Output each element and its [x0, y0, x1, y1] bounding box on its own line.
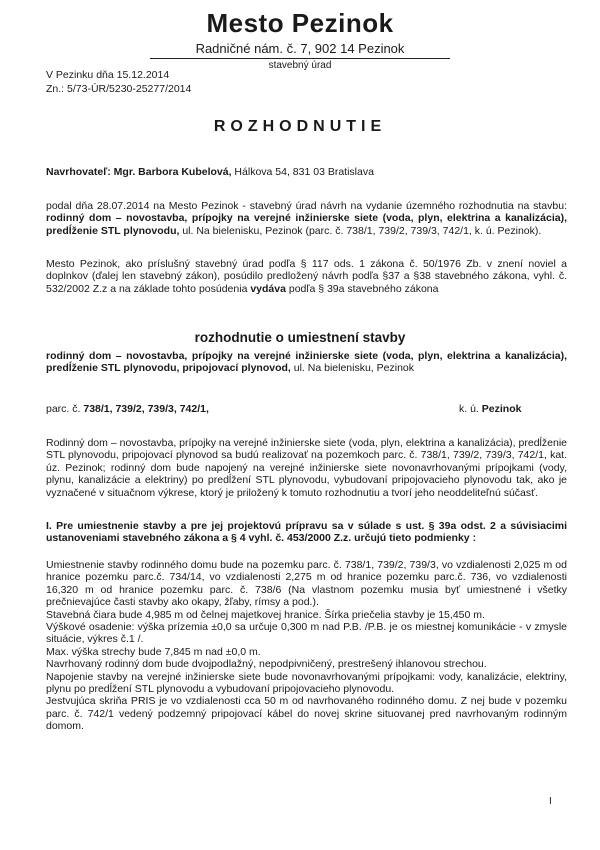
- condition-item: Napojenie stavby na verejné inžinierske siete bude novonavrhovanými prípojkami: vody, kanalizácie, elektriny, plynu po predĺžení STL plynovodu a vybudovaní pripojovacieho plynovodu.: [46, 670, 567, 696]
- conditions-list: [46, 559, 567, 733]
- applicant-address: Hálkova 54, 831 03 Bratislava: [231, 166, 374, 178]
- construction-subject: rodinný dom – novostavba, prípojky na verejné inžinierske siete (voda, plyn, elektrina a kanalizácia), predĺženie STL plynovodu, pripojovací plynovod,: [46, 350, 567, 375]
- condition-item: Stavebná čiara bude 4,985 m od čelnej majetkovej hranice. Šírka priečelia stavby je 15,450 m.: [46, 608, 485, 621]
- parcel-prefix: parc. č.: [46, 403, 84, 415]
- placement-paragraph: Rodinný dom – novostavba, prípojky na verejné inžinierske siete (voda, plyn, elektrina a kanalizácia), predĺženie STL plynovodu, pripojovací plynovod sa budú realizovať na pozemkoch parc. č. 738/1, 739/2, 739/3, 742/1, kat. úz. Pezinok; rodinný dom bude napojený na verejné inžinierske siete novonavrhovanými prípojkami (vody, plynu, kanalizácie a elektriny) po predĺžení STL plynovodu, vybudovaní pripojovacieho plynovodu tak, ako je vyznačené v situačnom výkrese, ktorý je priložený k tomuto rozhodnutiu a tvorí jeho neoddeliteľnú súčasť.: [46, 437, 567, 499]
- municipality-title: Mesto Pezinok: [206, 8, 394, 38]
- cadastral-district: [459, 403, 521, 415]
- document-title: ROZHODNUTIE: [213, 118, 387, 135]
- request-subject: rodinný dom – novostavba, prípojky na verejné inžinierske siete (voda, plyn, elektrina a kanalizácia), predĺženie STL plynovodu,: [46, 212, 567, 237]
- municipality-address: Radničné nám. č. 7, 902 14 Pezinok: [195, 41, 405, 56]
- construction-location: ul. Na bielenisku, Pezinok: [290, 362, 414, 375]
- authority-text-1: Mesto Pezinok, ako príslušný stavebný úrad podľa § 117 ods. 1 zákona č. 50/1976 Zb. v znení noviel a doplnkov (ďalej len stavebný zákon), posúdilo predložený návrh podľa §37 a §38 stavebného zákona, vyhl. č. 532/2002 Z.z a na základe tohto posúdenia: [46, 258, 567, 295]
- district-name: Pezinok: [481, 403, 522, 415]
- request-intro: podal dňa 28.07.2014 na Mesto Pezinok - stavebný úrad návrh na vydanie územného rozhodnutia na stavbu:: [46, 200, 567, 212]
- construction-description: [46, 350, 567, 375]
- condition-item: Max. výška strechy bude 7,845 m nad ±0,0 m.: [46, 645, 261, 658]
- condition-item: Jestvujúca skriňa PRIS je vo vzdialenosti cca 50 m od navrhovaného rodinného domu. Z nej bude v pozemku parc. č. 742/1 vedený podzemný pripojovací kábel do novej skrine situovanej pred navrhovaným rodinným domom.: [46, 695, 567, 733]
- authority-text-2: podľa § 39a stavebného zákona: [285, 282, 439, 295]
- section-heading-conditions: I. Pre umiestnenie stavby a pre jej projektovú prípravu sa v súlade s ust. § 39a odst. 2 a súvisiacimi ustanoveniami stavebného zákona a § 4 vyhl. č. 453/2000 Z.z. určujú tieto podmienky :: [46, 520, 567, 545]
- page-number: I: [549, 796, 552, 807]
- applicant-name: Mgr. Barbora Kubelová,: [113, 166, 232, 178]
- parcel-numbers: 738/1, 739/2, 739/3, 742/1,: [83, 403, 209, 415]
- decision-subtitle: rozhodnutie o umiestnení stavby: [194, 330, 406, 345]
- district-prefix: k. ú.: [459, 403, 482, 415]
- header-divider: [150, 58, 450, 59]
- reference-number: Zn.: 5/73-ÚR/5230-25277/2014: [46, 83, 192, 95]
- office-name: stavebný úrad: [268, 60, 332, 71]
- applicant-line: [46, 166, 374, 178]
- request-location: ul. Na bielenisku, Pezinok (parc. č. 738/1, 739/2, 739/3, 742/1, k. ú. Pezinok).: [179, 224, 542, 237]
- condition-item: Umiestnenie stavby rodinného domu bude na pozemku parc. č. 738/1, 739/2, 739/3, vo vzdialenosti 2,025 m od hranice pozemku parc.č. 734/14, vo vzdialenosti 2,275 m od hranice pozemku parc.č. 736, vo vzdialenosti 16,320 m od hranice pozemku parc. č. 738/6 (Na vlastnom pozemku musia byť umiestnené i všetky prečnievajúce časti stavby ako okapy, žľaby, rímsy a pod.).: [46, 559, 567, 609]
- applicant-label: Navrhovateľ:: [46, 166, 111, 178]
- document-date: V Pezinku dňa 15.12.2014: [46, 69, 170, 81]
- authority-issues: vydáva: [250, 282, 286, 295]
- request-paragraph: [46, 200, 567, 237]
- authority-paragraph: [46, 258, 567, 295]
- parcel-list: [46, 403, 209, 415]
- condition-item: Navrhovaný rodinný dom bude dvojpodlažný, nepodpivničený, prestrešený ihlanovou strechou.: [46, 658, 487, 671]
- condition-item: Výškové osadenie: výška prízemia ±0,0 sa určuje 0,300 m nad P.B. /P.B. je os miestnej komunikácie - v zmysle situácie, výkres č.1 /.: [46, 621, 567, 646]
